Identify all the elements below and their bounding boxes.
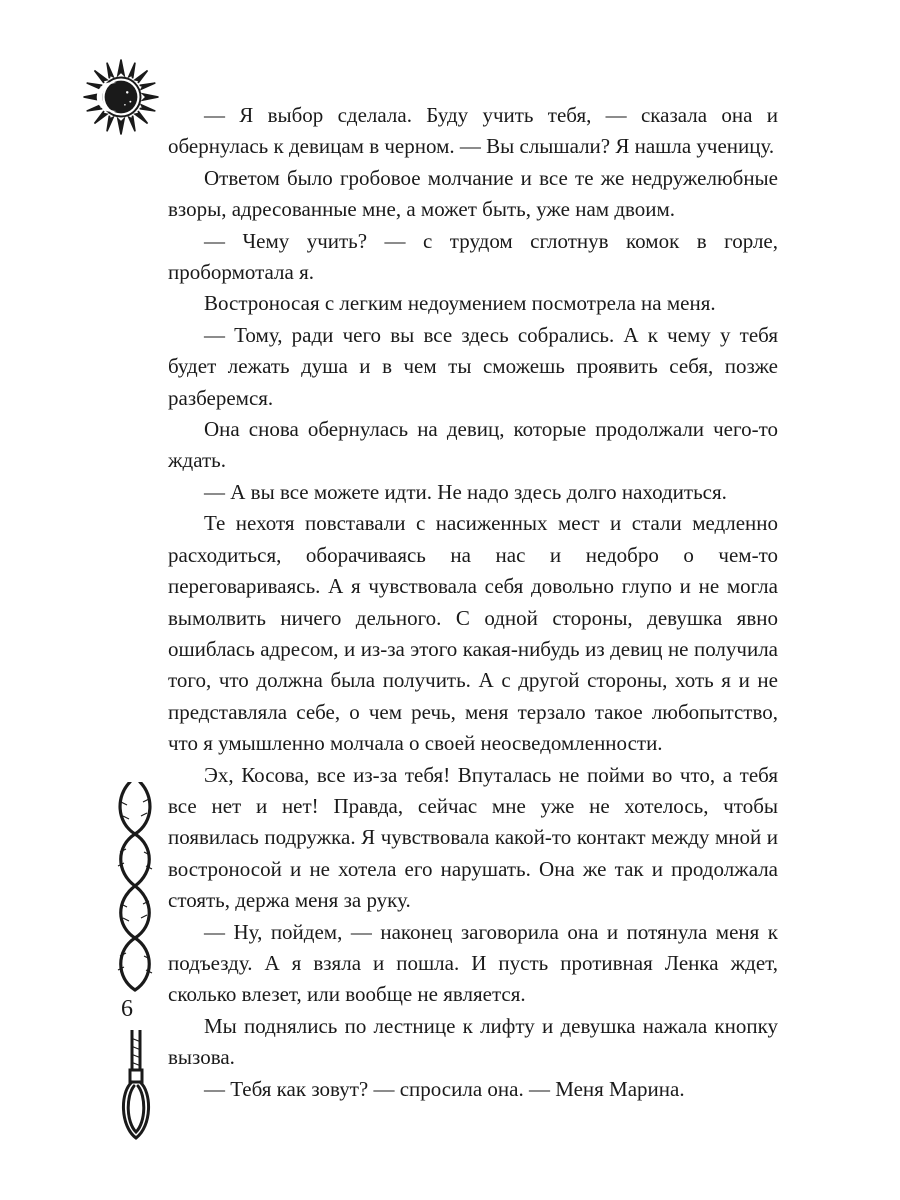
rope-knot-icon	[112, 782, 158, 992]
paragraph: — А вы все можете идти. Не надо здесь долго находиться.	[204, 479, 727, 504]
page-number: 6	[121, 996, 133, 1022]
paragraph: Те нехотя повставали с насиженных мест и стали медленно расходиться, оборачиваясь на нас и недобро о чем-то переговариваясь. А я чувствовала себя довольно глупо и не могла вымолвить ничего дельного. С одной стороны, девушка явно ошиблась адресом, и из-за этого какая-нибудь из девиц не получила того, что должна была получить. А с другой стороны, хоть я и не представляла себе, о чем речь, меня терзало такое любопытство, что я умышленно молчала о своей неосведомленности.	[168, 511, 778, 756]
paragraph: — Я выбор сделала. Буду учить тебя, — сказала она и обернулась к девицам в черном. — Вы слышали? Я нашла ученицу.	[168, 103, 778, 159]
paragraph: — Чему учить? — с трудом сглотнув комок в горле, пробормотала я.	[168, 228, 778, 285]
paragraph: — Тебя как зовут? — спросила она. — Меня Марина.	[204, 1076, 685, 1101]
paragraph: Эх, Косова, все из-за тебя! Впуталась не пойми во что, а тебя все нет и нет! Правда, сейчас мне уже не хотелось, чтобы появилась подружка. Я чувствовала какой-то контакт между мной и востроносой и не хотела его нарушать. Она же так и продолжала стоять, держа меня за руку.	[168, 762, 778, 913]
paragraph: Мы поднялись по лестнице к лифту и девушка нажала кнопку вызова.	[168, 1013, 778, 1070]
body-text	[168, 100, 778, 1105]
paragraph: — Тому, ради чего вы все здесь собрались. А к чему у тебя будет лежать душа и в чем ты сможешь проявить себя, позже разберемся.	[168, 322, 778, 410]
paragraph: Ответом было гробовое молчание и все те же недружелюбные взоры, адресованные мне, а может быть, уже нам двоим.	[168, 165, 778, 222]
sun-moon-icon	[82, 58, 160, 136]
paragraph: Она снова обернулась на девиц, которые продолжали чего-то ждать.	[168, 417, 778, 473]
paragraph: Востроносая с легким недоумением посмотрела на меня.	[204, 291, 716, 316]
paragraph: — Ну, пойдем, — наконец заговорила она и потянула меня к подъезду. А я взяла и пошла. И пусть противная Ленка ждет, сколько влезет, или вообще не является.	[168, 919, 778, 1007]
rope-loop-icon	[118, 1030, 154, 1142]
